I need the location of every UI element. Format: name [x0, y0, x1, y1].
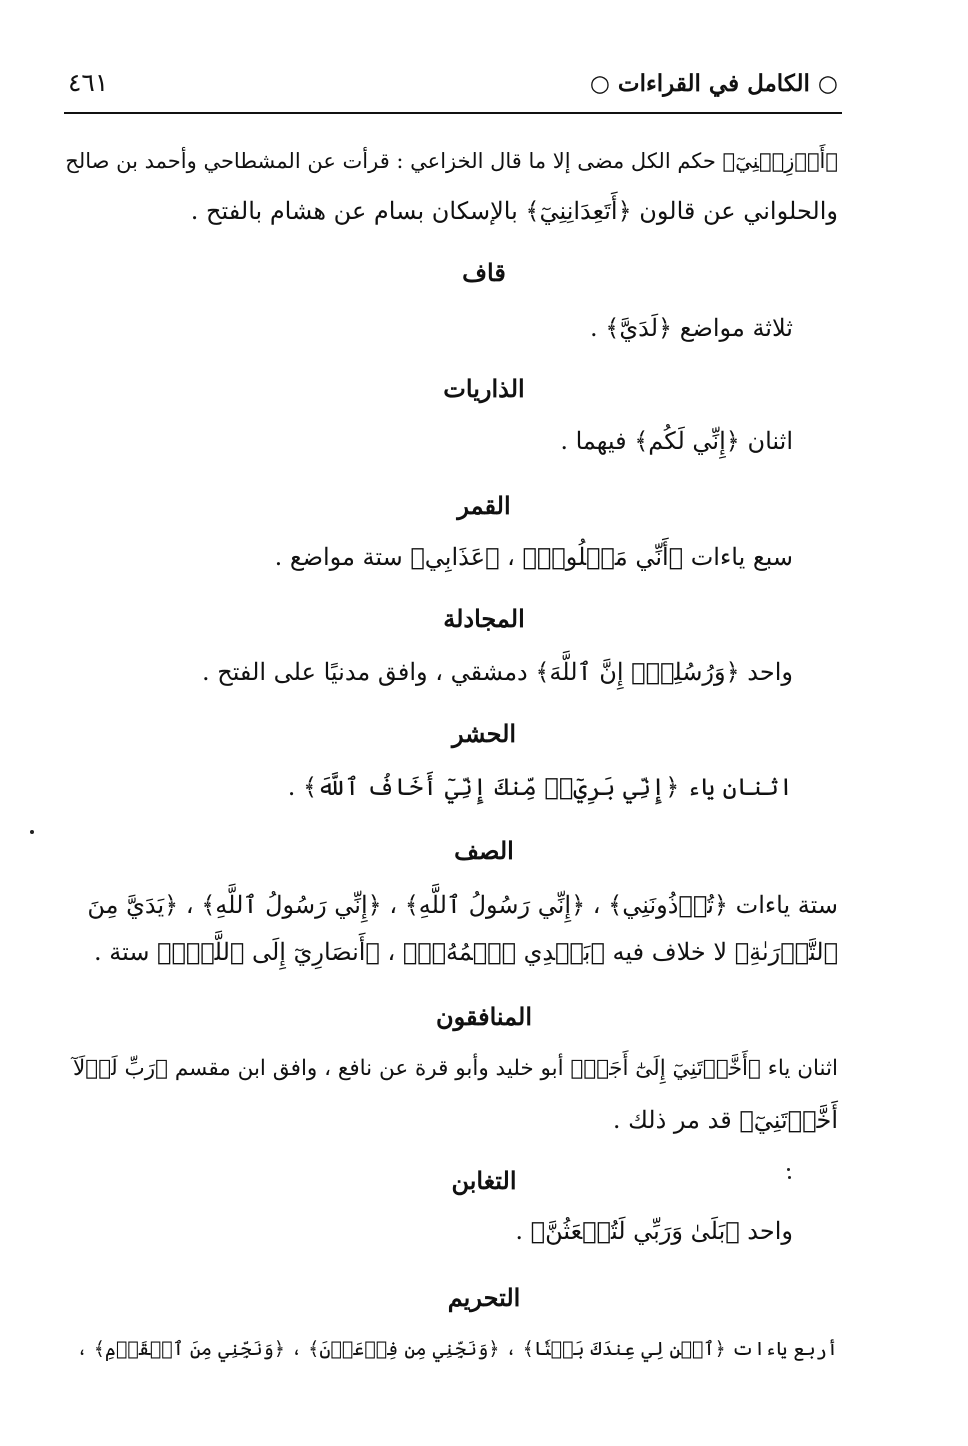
section-heading: المنافقون: [435, 1002, 533, 1031]
section-heading: قاف: [462, 258, 506, 287]
scan-speck: [30, 830, 34, 834]
body-line: واحد ﴿وَرُسُلِيٓۚ إِنَّ ٱللَّهَ﴾ دمشقي ، وافق مدنيًا على الفتح .: [201, 658, 793, 686]
running-title: ○ الكامل في القراءات ○: [589, 70, 838, 97]
section-heading: التحريم: [447, 1283, 521, 1312]
scan-speck: [787, 1168, 790, 1171]
section-heading: القمر: [457, 491, 511, 520]
section-heading: الحشر: [451, 719, 517, 748]
body-line: ستة ياءات ﴿تُؤۡذُونَنِي﴾ ، ﴿إِنِّي رَسُولُ ٱللَّهِ﴾ ، ﴿إِنِّي رَسُولُ ٱللَّهِ﴾ ، ﴿يَدَيَّ مِنَ: [87, 891, 838, 919]
section-heading: التغابن: [451, 1166, 517, 1195]
body-line: أَخَّرۡتَنِيٓ﴾ قد مر ذلك .: [612, 1106, 838, 1134]
section-heading: المجادلة: [443, 604, 525, 633]
body-line: والحلواني عن قالون ﴿أَتَعِدَانِنِيٓ﴾ بالإسكان بسام عن هشام بالفتح .: [190, 197, 838, 225]
body-line: اثنان ياء ﴿أَخَّرۡتَنِيٓ إِلَىٰٓ أَجَلٖ﴾ أبو خليد وأبو قرة عن نافع ، وافق ابن مقسم ﴿رَبِّ لَوۡلَآ: [73, 1056, 838, 1081]
page-header: [64, 62, 842, 110]
body-line: ثلاثة مواضع ﴿لَدَيَّ﴾ .: [590, 314, 793, 342]
header-rule: [64, 112, 842, 114]
page-number: ٤٦١: [68, 68, 109, 97]
body-line: اثنان ﴿إِنِّي لَكُم﴾ فيهما .: [560, 427, 793, 455]
body-line: ٱلتَّوۡرَىٰةِ﴾ لا خلاف فيه ﴿بَعۡدِي ٱسۡمُهُۥٓ﴾ ، ﴿أَنصَارِيٓ إِلَى ٱللَّهِۖ﴾ ستة .: [93, 938, 838, 966]
section-heading: الذاريات: [443, 374, 525, 403]
scan-speck: [788, 1176, 791, 1179]
section-heading: الصف: [454, 836, 514, 865]
body-line: واحد ﴿بَلَىٰ وَرَبِّي لَتُبۡعَثُنَّ﴾ .: [515, 1217, 793, 1245]
body-line: ﴿أَوۡزِعۡنِيٓ﴾ حكم الكل مضى إلا ما قال الخزاعي : قرأت عن المشطاحي وأحمد بن صالح: [65, 149, 838, 173]
body-line: اثنان ياء ﴿إِنِّي بَرِيٓءٞ مِّنكَ إِنِّيٓ أَخَافُ ٱللَّهَ﴾ .: [287, 773, 793, 801]
body-line: أربع ياءات ﴿ٱبۡنِ لِي عِندَكَ بَيۡتٗا﴾ ، ﴿وَنَجِّنِي مِن فِرۡعَوۡنَ﴾ ، ﴿وَنَجِّنِي مِنَ ٱلۡقَوۡمِ﴾ ،: [76, 1338, 838, 1360]
body-line: سبع ياءات ﴿أَنِّي مَغۡلُوبٞ﴾ ، ﴿عَذَابِي﴾ ستة مواضع .: [274, 543, 793, 571]
